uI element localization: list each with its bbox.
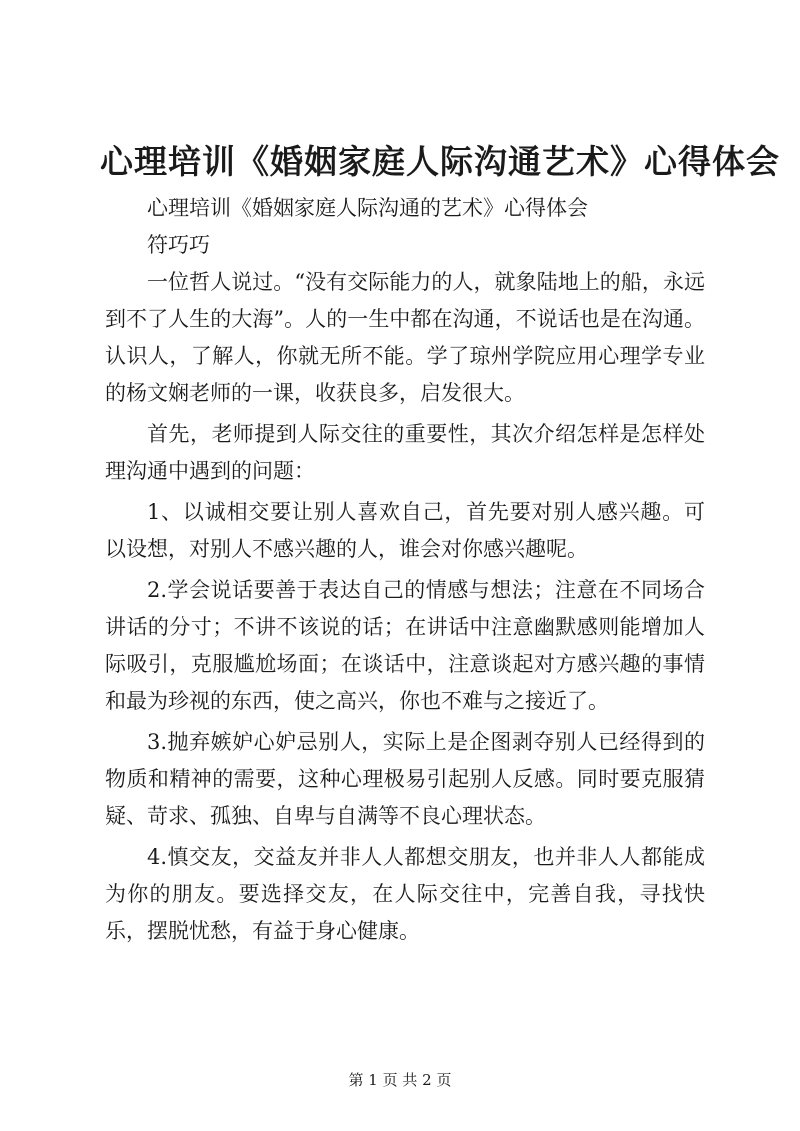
paragraph-point-4: 4.慎交友，交益友并非人人都想交朋友，也并非人人都能成为你的朋友。要选择交友，在人际交往中，完善自我，寻找快乐，摆脱忧愁，有益于身心健康。 bbox=[105, 845, 705, 943]
page-number: 第 1 页 共 2 页 bbox=[348, 1071, 452, 1089]
paragraph-point-1: 1、以诚相交要让别人喜欢自己，首先要对别人感兴趣。可以设想，对别人不感兴趣的人，谁会对你感兴趣呢。 bbox=[105, 500, 705, 561]
paragraph-overview: 首先，老师提到人际交往的重要性，其次介绍怎样是怎样处理沟通中遇到的问题： bbox=[105, 422, 705, 483]
document-author: 符巧巧 bbox=[147, 233, 210, 257]
document-subtitle: 心理培训《婚姻家庭人际沟通的艺术》心得体会 bbox=[147, 196, 588, 220]
paragraph-point-2: 2.学会说话要善于表达自己的情感与想法；注意在不同场合讲话的分寸；不讲不该说的话；在讲话中注意幽默感则能增加人际吸引，克服尴尬场面；在谈话中，注意谈起对方感兴趣的事情和最为珍视的东西，使之高兴，你也不难与之接近了。 bbox=[105, 578, 705, 713]
document-body bbox=[105, 190, 705, 954]
paragraph-point-3: 3.抛弃嫉妒心妒忌别人，实际上是企图剥夺别人已经得到的物质和精神的需要，这种心理极易引起别人反感。同时要克服猜疑、苛求、孤独、自卑与自满等不良心理状态。 bbox=[105, 730, 705, 828]
paragraph-intro: 一位哲人说过。“没有交际能力的人，就象陆地上的船，永远到不了人生的大海”。人的一生中都在沟通，不说话也是在沟通。认识人，了解人，你就无所不能。学了琼州学院应用心理学专业的杨文娴老师的一课，收获良多，启发很大。 bbox=[105, 270, 705, 405]
document-title: 心理培训《婚姻家庭人际沟通艺术》心得体会 bbox=[100, 142, 780, 181]
